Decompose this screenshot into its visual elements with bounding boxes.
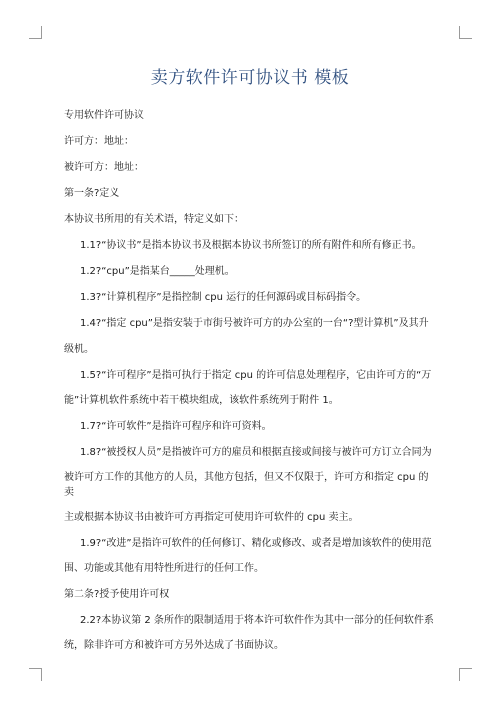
clause-2-2-line-2: 统，除非许可方和被许可方另外达成了书面协议。: [64, 640, 284, 651]
article-2-heading: 第二条?授予使用许可权: [64, 589, 170, 600]
clause-1-4-line-1: 1.4?“指定 cpu”是指安装于市街号被许可方的办公室的一台“?型计算机”及其升: [80, 318, 429, 329]
clause-1-4-line-2: 级机。: [64, 344, 94, 355]
clause-1-9-line-2: 围、功能或其他有用特性所进行的任何工作。: [64, 563, 264, 574]
clause-2-2-line-1: 2.2?本协议第 2 条所作的限制适用于将本许可软件作为其中一部分的任何软件系: [80, 615, 434, 626]
clause-1-7: 1.7?“许可软件”是指许可程序和许可资料。: [80, 421, 272, 432]
heading-agreement-name: 专用软件许可协议: [64, 110, 144, 121]
clause-1-2: 1.2?“cpu”是指某台_____处理机。: [80, 266, 235, 277]
clause-1-8-line-3: 主或根据本协议书由被许可方再指定可使用许可软件的 cpu 卖主。: [64, 512, 359, 523]
crop-mark-bottom-right: [459, 668, 472, 681]
crop-mark-top-left: [29, 26, 42, 39]
definitions-intro: 本协议书所用的有关术语，特定义如下：: [64, 214, 244, 225]
licensor-address-line: 许可方：地址：: [64, 136, 134, 147]
document-body: [64, 108, 436, 664]
document-title: 卖方软件许可协议书 模板: [150, 68, 350, 88]
clause-1-5-line-1: 1.5?“许可程序”是指可执行于指定 cpu 的许可信息处理程序，它由许可方的“万: [80, 370, 432, 381]
crop-mark-top-right: [459, 26, 472, 39]
clause-1-9-line-1: 1.9?“改进”是指许可软件的任何修订、精化或修改、或者是增加该软件的使用范: [80, 538, 432, 549]
licensee-address-line: 被许可方：地址：: [64, 162, 144, 173]
clause-1-3: 1.3?“计算机程序”是指控制 cpu 运行的任何源码或目标码指令。: [80, 292, 367, 303]
clause-1-8-line-2: 被许可方工作的其他方的人员，其他方包括，但又不仅限于，许可方和指定 cpu 的卖: [64, 472, 429, 498]
article-1-heading: 第一条?定义: [64, 188, 120, 199]
crop-mark-bottom-left: [29, 668, 42, 681]
clause-1-8-line-1: 1.8?“被授权人员”是指被许可方的雇员和根据直接或间接与被许可方订立合同为: [80, 447, 432, 458]
clause-1-5-line-2: 能”计算机软件系统中若干模块组成，该软件系统列于附件 1。: [64, 395, 339, 406]
clause-1-4: [64, 316, 436, 331]
clause-1-1: 1.1?“协议书”是指本协议书及根据本协议书所签订的所有附件和所有修正书。: [80, 240, 422, 251]
